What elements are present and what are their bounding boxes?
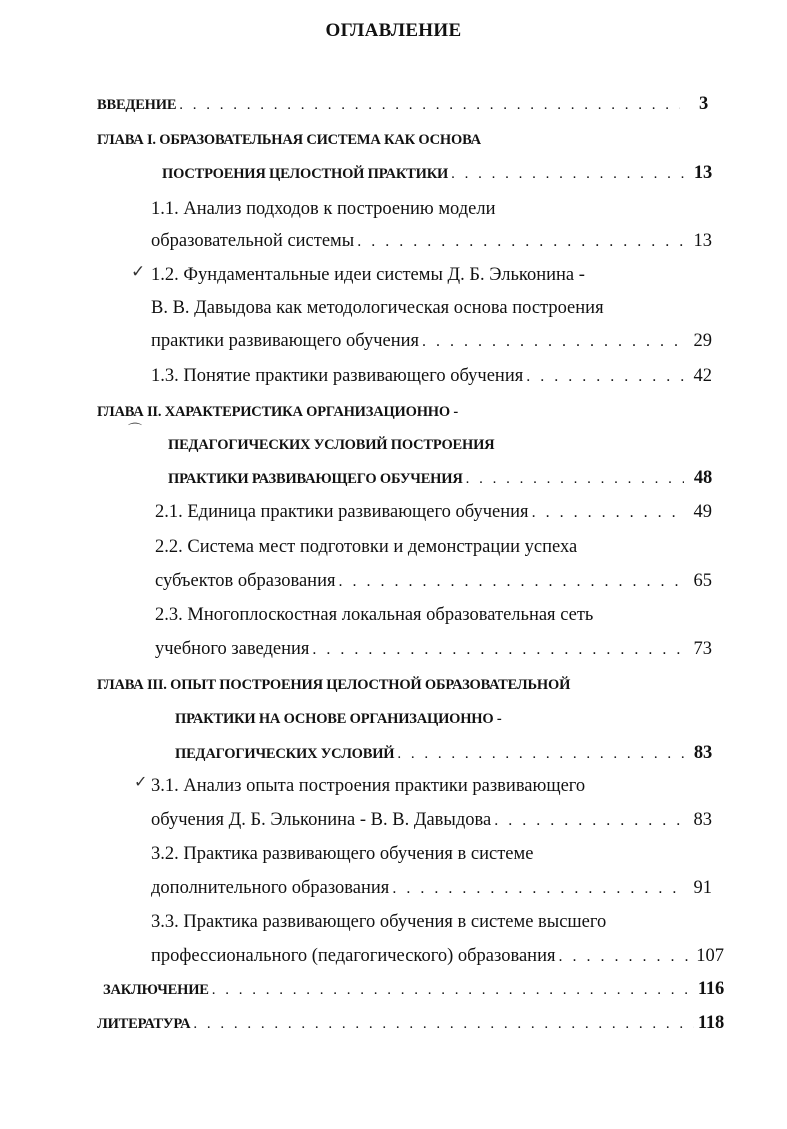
section-2-1[interactable] [155,500,712,524]
page-title: ОГЛАВЛЕНИЕ [325,20,462,41]
section-1-2-end[interactable] [151,329,712,353]
chapter-3-heading[interactable] [97,673,570,697]
page-number: 83 [693,743,712,763]
page-number: 29 [693,331,712,351]
section-3-1[interactable] [151,774,585,798]
section-3-1-end[interactable] [151,808,712,832]
dot-leader [212,978,694,1002]
chapter-2-heading-cont[interactable] [168,433,494,457]
section-title-line2: профессионального (педагогического) образования [151,946,556,966]
page-number: 13 [693,231,712,251]
handwritten-check-icon: ✓ [131,262,146,282]
section-3-3-end[interactable] [151,944,724,968]
page-number: 65 [693,571,712,591]
section-title-line1: 3.3. Практика развивающего обучения в системе высшего [151,912,607,932]
chapter-2-title-line3: ПРАКТИКИ РАЗВИВАЮЩЕГО ОБУЧЕНИЯ [168,471,463,487]
section-title-line1: 2.1. Единица практики развивающего обучения [155,502,529,522]
section-title-line1: 1.2. Фундаментальные идеи системы Д. Б. Эльконина - [151,265,585,285]
section-title-line2: субъектов образования [155,571,336,591]
section-2-3[interactable] [155,603,593,627]
section-2-2-end[interactable] [155,569,712,593]
chapter-2-heading[interactable] [97,400,458,424]
handwritten-check-icon: ✓ [134,772,148,791]
page-number: 91 [693,878,712,898]
dot-leader [312,638,684,662]
chapter-3-heading-end[interactable] [175,741,712,765]
section-1-2-cont[interactable] [151,296,604,320]
section-1-1[interactable] [151,197,496,221]
section-1-2[interactable] [151,263,585,287]
dot-leader [532,501,684,525]
page-number: 49 [693,502,712,522]
chapter-2-title-line2: ПЕДАГОГИЧЕСКИХ УСЛОВИЙ ПОСТРОЕНИЯ [168,437,495,453]
section-title-line1: 1.3. Понятие практики развивающего обучения [151,366,524,386]
section-1-1-end[interactable] [151,229,712,253]
page-number: 116 [697,979,724,999]
section-title-line2: учебного заведения [155,639,310,659]
dot-leader [494,809,684,833]
section-title-line2: образовательной системы [151,231,355,251]
toc-entry-literature[interactable] [97,1011,724,1035]
section-title-line1: 1.1. Анализ подходов к построению модели [151,199,496,219]
section-3-3[interactable] [151,910,606,934]
page-number: 3 [698,94,708,114]
section-title-line2: дополнительного образования [151,878,390,898]
dot-leader [451,162,684,186]
toc-entry-conclusion[interactable] [103,977,724,1001]
chapter-3-heading-cont[interactable] [175,707,502,731]
chapter-3-title-line2: ПРАКТИКИ НА ОСНОВЕ ОРГАНИЗАЦИОННО - [175,711,502,727]
toc-entry-label: ЛИТЕРАТУРА [97,1016,191,1032]
dot-leader [466,467,684,491]
dot-leader [179,93,680,117]
pencil-mark-icon: ⌒ [128,423,142,439]
section-title-line1: 3.2. Практика развивающего обучения в системе [151,844,534,864]
chapter-1-title-line1: ГЛАВА I. ОБРАЗОВАТЕЛЬНАЯ СИСТЕМА КАК ОСНОВА [97,132,481,148]
section-2-2[interactable] [155,535,577,559]
section-title-line2: обучения Д. Б. Эльконина - В. В. Давыдова [151,810,492,830]
chapter-1-heading[interactable] [97,128,481,152]
page-number: 118 [697,1013,724,1033]
toc-entry-label: ВВЕДЕНИЕ [97,97,177,113]
dot-leader [558,945,692,969]
page-number: 42 [693,366,712,386]
section-title-line3: практики развивающего обучения [151,331,420,351]
page-number: 48 [693,468,712,488]
section-2-3-end[interactable] [155,637,712,661]
section-3-2[interactable] [151,842,533,866]
section-title-line1: 2.2. Система мест подготовки и демонстрации успеха [155,537,578,557]
section-1-3[interactable] [151,364,712,388]
section-3-2-end[interactable] [151,876,712,900]
section-title-line1: 3.1. Анализ опыта построения практики развивающего [151,776,586,796]
dot-leader [526,365,684,389]
page-number: 13 [693,163,712,183]
toc-entry-intro[interactable] [97,92,708,116]
dot-leader [338,570,684,594]
chapter-1-title-line2: ПОСТРОЕНИЯ ЦЕЛОСТНОЙ ПРАКТИКИ [162,166,449,182]
page-number: 83 [693,810,712,830]
dot-leader [422,330,684,354]
dot-leader [193,1012,693,1036]
chapter-2-heading-end[interactable] [168,466,712,490]
chapter-2-title-line1: ГЛАВА II. ХАРАКТЕРИСТИКА ОРГАНИЗАЦИОННО - [97,404,459,420]
chapter-3-title-line1: ГЛАВА III. ОПЫТ ПОСТРОЕНИЯ ЦЕЛОСТНОЙ ОБРАЗОВАТЕЛЬНОЙ [97,677,571,693]
page-number: 107 [696,946,724,966]
chapter-3-title-line3: ПЕДАГОГИЧЕСКИХ УСЛОВИЙ [175,746,395,762]
dot-leader [357,230,684,254]
section-title-line2: В. В. Давыдова как методологическая основа построения [151,298,604,318]
dot-leader [392,877,684,901]
toc-entry-label: ЗАКЛЮЧЕНИЕ [103,982,209,998]
page-number: 73 [693,639,712,659]
dot-leader [397,742,684,766]
section-title-line1: 2.3. Многоплоскостная локальная образовательная сеть [155,605,594,625]
chapter-1-heading-end[interactable] [162,161,712,185]
